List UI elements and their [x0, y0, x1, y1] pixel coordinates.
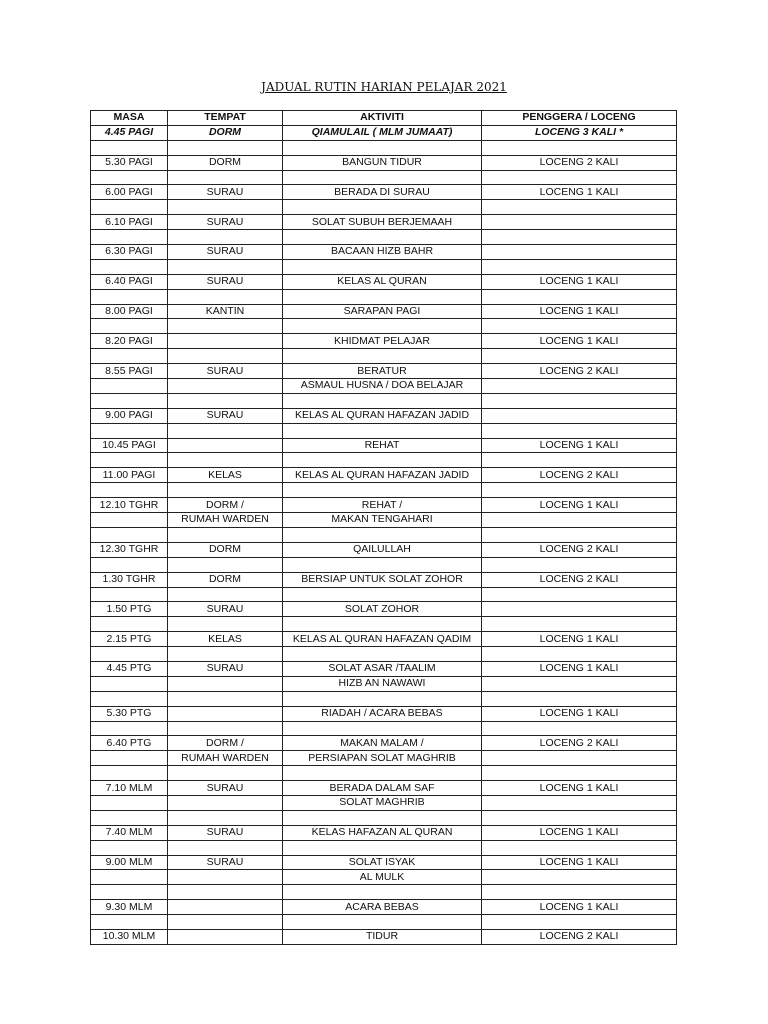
cell-aktiviti: KELAS AL QURAN HAFAZAN QADIM [283, 632, 482, 647]
table-row [91, 885, 677, 900]
cell-masa: 4.45 PAGI [91, 125, 168, 140]
cell-penggera: LOCENG 1 KALI [482, 706, 677, 721]
cell-aktiviti: RIADAH / ACARA BEBAS [283, 706, 482, 721]
cell-tempat [168, 423, 283, 438]
table-row [91, 468, 677, 483]
table-row [91, 542, 677, 557]
cell-masa: 8.20 PAGI [91, 334, 168, 349]
cell-aktiviti: SOLAT MAGHRIB [283, 795, 482, 810]
table-row [91, 274, 677, 289]
cell-aktiviti: MAKAN TENGAHARI [283, 513, 482, 528]
cell-tempat [168, 557, 283, 572]
cell-penggera [482, 319, 677, 334]
cell-penggera [482, 617, 677, 632]
cell-tempat [168, 170, 283, 185]
cell-aktiviti: BERSIAP UNTUK SOLAT ZOHOR [283, 572, 482, 587]
cell-aktiviti: KELAS AL QURAN [283, 274, 482, 289]
table-row [91, 155, 677, 170]
cell-masa [91, 483, 168, 498]
cell-aktiviti: QIAMULAIL ( MLM JUMAAT) [283, 125, 482, 140]
cell-tempat: DORM [168, 572, 283, 587]
cell-masa [91, 721, 168, 736]
cell-penggera: LOCENG 1 KALI [482, 185, 677, 200]
cell-penggera [482, 915, 677, 930]
cell-penggera [482, 840, 677, 855]
cell-tempat [168, 766, 283, 781]
header-tempat: TEMPAT [168, 111, 283, 126]
cell-tempat [168, 885, 283, 900]
cell-tempat: SURAU [168, 602, 283, 617]
table-row [91, 200, 677, 215]
table-row [91, 557, 677, 572]
cell-penggera [482, 513, 677, 528]
cell-masa: 12.30 TGHR [91, 542, 168, 557]
table-row [91, 289, 677, 304]
cell-penggera [482, 349, 677, 364]
cell-penggera: LOCENG 2 KALI [482, 736, 677, 751]
cell-masa [91, 751, 168, 766]
cell-tempat [168, 230, 283, 245]
cell-penggera: LOCENG 3 KALI * [482, 125, 677, 140]
cell-masa [91, 527, 168, 542]
cell-masa [91, 870, 168, 885]
cell-masa [91, 170, 168, 185]
table-row [91, 349, 677, 364]
page-title: JADUAL RUTIN HARIAN PELAJAR 2021 [261, 80, 507, 94]
cell-tempat: KELAS [168, 632, 283, 647]
cell-aktiviti: PERSIAPAN SOLAT MAGHRIB [283, 751, 482, 766]
first-row [91, 125, 677, 140]
cell-penggera [482, 423, 677, 438]
cell-aktiviti [283, 840, 482, 855]
cell-penggera [482, 483, 677, 498]
cell-tempat: SURAU [168, 215, 283, 230]
cell-penggera [482, 766, 677, 781]
cell-tempat: RUMAH WARDEN [168, 513, 283, 528]
cell-penggera: LOCENG 1 KALI [482, 498, 677, 513]
header-penggera: PENGGERA / LOCENG [482, 111, 677, 126]
cell-masa [91, 617, 168, 632]
table-row [91, 900, 677, 915]
cell-tempat [168, 691, 283, 706]
cell-tempat [168, 334, 283, 349]
cell-masa [91, 676, 168, 691]
cell-penggera: LOCENG 1 KALI [482, 900, 677, 915]
cell-aktiviti: TIDUR [283, 929, 482, 944]
cell-penggera: LOCENG 1 KALI [482, 781, 677, 796]
table-row [91, 379, 677, 394]
cell-tempat: SURAU [168, 185, 283, 200]
cell-tempat [168, 721, 283, 736]
cell-penggera: LOCENG 2 KALI [482, 364, 677, 379]
cell-masa: 10.30 MLM [91, 929, 168, 944]
cell-penggera [482, 200, 677, 215]
cell-tempat: RUMAH WARDEN [168, 751, 283, 766]
cell-aktiviti [283, 691, 482, 706]
cell-tempat [168, 438, 283, 453]
table-row [91, 185, 677, 200]
cell-tempat: DORM [168, 155, 283, 170]
cell-masa [91, 349, 168, 364]
cell-masa [91, 557, 168, 572]
cell-penggera: LOCENG 1 KALI [482, 661, 677, 676]
cell-tempat: KELAS [168, 468, 283, 483]
cell-aktiviti: REHAT [283, 438, 482, 453]
cell-aktiviti [283, 915, 482, 930]
cell-penggera [482, 527, 677, 542]
table-row [91, 602, 677, 617]
cell-penggera: LOCENG 1 KALI [482, 632, 677, 647]
cell-tempat: SURAU [168, 364, 283, 379]
cell-aktiviti [283, 766, 482, 781]
cell-aktiviti: SARAPAN PAGI [283, 304, 482, 319]
table-row [91, 840, 677, 855]
cell-masa: 6.30 PAGI [91, 245, 168, 260]
cell-aktiviti: SOLAT SUBUH BERJEMAAH [283, 215, 482, 230]
table-row [91, 632, 677, 647]
cell-tempat: SURAU [168, 408, 283, 423]
cell-penggera [482, 810, 677, 825]
cell-masa [91, 840, 168, 855]
table-row [91, 736, 677, 751]
cell-aktiviti: AL MULK [283, 870, 482, 885]
cell-penggera [482, 795, 677, 810]
cell-aktiviti: BERADA DI SURAU [283, 185, 482, 200]
table-row [91, 721, 677, 736]
cell-penggera: LOCENG 1 KALI [482, 438, 677, 453]
cell-masa: 8.55 PAGI [91, 364, 168, 379]
cell-tempat [168, 795, 283, 810]
cell-aktiviti [283, 885, 482, 900]
cell-aktiviti: SOLAT ZOHOR [283, 602, 482, 617]
cell-penggera [482, 393, 677, 408]
table-row [91, 245, 677, 260]
cell-aktiviti: KHIDMAT PELAJAR [283, 334, 482, 349]
table-row [91, 170, 677, 185]
cell-penggera [482, 170, 677, 185]
cell-masa [91, 766, 168, 781]
cell-tempat [168, 289, 283, 304]
table-row [91, 587, 677, 602]
table-row [91, 140, 677, 155]
cell-tempat [168, 200, 283, 215]
cell-tempat [168, 259, 283, 274]
cell-tempat [168, 929, 283, 944]
table-row [91, 438, 677, 453]
cell-masa [91, 393, 168, 408]
cell-masa: 1.50 PTG [91, 602, 168, 617]
cell-aktiviti [283, 349, 482, 364]
cell-aktiviti [283, 587, 482, 602]
cell-penggera [482, 408, 677, 423]
cell-masa [91, 647, 168, 662]
cell-penggera [482, 379, 677, 394]
cell-masa: 12.10 TGHR [91, 498, 168, 513]
cell-penggera [482, 602, 677, 617]
cell-masa [91, 200, 168, 215]
cell-aktiviti: KELAS AL QURAN HAFAZAN JADID [283, 468, 482, 483]
cell-penggera [482, 751, 677, 766]
cell-tempat [168, 453, 283, 468]
cell-tempat [168, 900, 283, 915]
cell-masa: 5.30 PTG [91, 706, 168, 721]
table-row [91, 453, 677, 468]
cell-penggera [482, 215, 677, 230]
table-row [91, 676, 677, 691]
cell-penggera: LOCENG 1 KALI [482, 274, 677, 289]
cell-aktiviti [283, 393, 482, 408]
header-aktiviti: AKTIVITI [283, 111, 482, 126]
cell-masa [91, 795, 168, 810]
cell-penggera [482, 259, 677, 274]
cell-penggera: LOCENG 1 KALI [482, 304, 677, 319]
cell-masa: 8.00 PAGI [91, 304, 168, 319]
header-row [91, 111, 677, 126]
cell-masa: 1.30 TGHR [91, 572, 168, 587]
cell-tempat [168, 840, 283, 855]
cell-tempat [168, 140, 283, 155]
cell-tempat: SURAU [168, 855, 283, 870]
cell-masa [91, 915, 168, 930]
table-row [91, 527, 677, 542]
cell-tempat [168, 319, 283, 334]
cell-aktiviti [283, 170, 482, 185]
cell-aktiviti [283, 289, 482, 304]
cell-tempat [168, 527, 283, 542]
cell-aktiviti [283, 810, 482, 825]
cell-aktiviti [283, 483, 482, 498]
cell-aktiviti: BANGUN TIDUR [283, 155, 482, 170]
cell-tempat [168, 393, 283, 408]
cell-tempat: DORM / [168, 736, 283, 751]
cell-tempat [168, 676, 283, 691]
cell-penggera: LOCENG 2 KALI [482, 929, 677, 944]
table-row [91, 334, 677, 349]
table-row [91, 706, 677, 721]
cell-penggera: LOCENG 2 KALI [482, 155, 677, 170]
cell-penggera [482, 587, 677, 602]
cell-masa [91, 513, 168, 528]
table-row [91, 855, 677, 870]
cell-masa [91, 453, 168, 468]
cell-aktiviti [283, 200, 482, 215]
cell-penggera [482, 676, 677, 691]
cell-aktiviti [283, 721, 482, 736]
cell-tempat [168, 587, 283, 602]
cell-masa: 11.00 PAGI [91, 468, 168, 483]
cell-aktiviti: SOLAT ISYAK [283, 855, 482, 870]
cell-tempat: KANTIN [168, 304, 283, 319]
table-row [91, 647, 677, 662]
cell-tempat [168, 810, 283, 825]
cell-aktiviti [283, 230, 482, 245]
cell-masa: 4.45 PTG [91, 661, 168, 676]
cell-tempat: SURAU [168, 274, 283, 289]
cell-tempat [168, 483, 283, 498]
table-row [91, 259, 677, 274]
table-row [91, 929, 677, 944]
cell-masa: 7.10 MLM [91, 781, 168, 796]
cell-aktiviti: KELAS HAFAZAN AL QURAN [283, 825, 482, 840]
cell-aktiviti: ACARA BEBAS [283, 900, 482, 915]
cell-aktiviti [283, 259, 482, 274]
cell-aktiviti [283, 527, 482, 542]
cell-aktiviti [283, 140, 482, 155]
table-row [91, 781, 677, 796]
cell-penggera [482, 557, 677, 572]
table-row [91, 215, 677, 230]
cell-penggera [482, 691, 677, 706]
cell-masa: 6.40 PTG [91, 736, 168, 751]
cell-aktiviti [283, 423, 482, 438]
cell-tempat: SURAU [168, 245, 283, 260]
cell-penggera: LOCENG 1 KALI [482, 855, 677, 870]
cell-masa [91, 423, 168, 438]
cell-penggera [482, 289, 677, 304]
cell-masa [91, 319, 168, 334]
cell-masa: 6.10 PAGI [91, 215, 168, 230]
table-row [91, 230, 677, 245]
table-row [91, 825, 677, 840]
cell-masa [91, 810, 168, 825]
cell-masa: 5.30 PAGI [91, 155, 168, 170]
table-row [91, 304, 677, 319]
table-row [91, 364, 677, 379]
cell-tempat: SURAU [168, 661, 283, 676]
table-row [91, 393, 677, 408]
cell-penggera [482, 870, 677, 885]
cell-masa [91, 230, 168, 245]
cell-masa: 6.00 PAGI [91, 185, 168, 200]
cell-masa: 2.15 PTG [91, 632, 168, 647]
table-row [91, 810, 677, 825]
cell-masa: 10.45 PAGI [91, 438, 168, 453]
schedule-body [91, 140, 677, 944]
cell-masa: 7.40 MLM [91, 825, 168, 840]
table-row [91, 870, 677, 885]
cell-masa [91, 259, 168, 274]
cell-aktiviti: ASMAUL HUSNA / DOA BELAJAR [283, 379, 482, 394]
cell-aktiviti [283, 557, 482, 572]
cell-tempat: DORM [168, 125, 283, 140]
cell-tempat [168, 915, 283, 930]
cell-penggera [482, 721, 677, 736]
table-row [91, 795, 677, 810]
table-row [91, 691, 677, 706]
cell-tempat [168, 870, 283, 885]
cell-aktiviti: BERADA DALAM SAF [283, 781, 482, 796]
cell-penggera [482, 245, 677, 260]
cell-penggera [482, 230, 677, 245]
cell-aktiviti: BERATUR [283, 364, 482, 379]
cell-aktiviti: HIZB AN NAWAWI [283, 676, 482, 691]
cell-masa [91, 379, 168, 394]
cell-masa [91, 885, 168, 900]
cell-masa: 9.30 MLM [91, 900, 168, 915]
cell-tempat [168, 379, 283, 394]
header-masa: MASA [91, 111, 168, 126]
table-row [91, 408, 677, 423]
cell-penggera: LOCENG 1 KALI [482, 334, 677, 349]
cell-penggera [482, 453, 677, 468]
cell-aktiviti: KELAS AL QURAN HAFAZAN JADID [283, 408, 482, 423]
cell-aktiviti: BACAAN HIZB BAHR [283, 245, 482, 260]
cell-tempat [168, 706, 283, 721]
cell-tempat [168, 617, 283, 632]
cell-masa [91, 587, 168, 602]
cell-tempat: SURAU [168, 825, 283, 840]
table-row [91, 319, 677, 334]
cell-aktiviti: MAKAN MALAM / [283, 736, 482, 751]
cell-tempat [168, 647, 283, 662]
cell-masa: 9.00 MLM [91, 855, 168, 870]
table-row [91, 423, 677, 438]
table-row [91, 572, 677, 587]
cell-penggera: LOCENG 2 KALI [482, 468, 677, 483]
cell-aktiviti [283, 319, 482, 334]
cell-aktiviti: REHAT / [283, 498, 482, 513]
cell-aktiviti [283, 453, 482, 468]
cell-penggera: LOCENG 2 KALI [482, 572, 677, 587]
table-row [91, 915, 677, 930]
table-row [91, 766, 677, 781]
cell-masa [91, 289, 168, 304]
cell-aktiviti: QAILULLAH [283, 542, 482, 557]
cell-tempat: SURAU [168, 781, 283, 796]
cell-aktiviti [283, 647, 482, 662]
cell-penggera [482, 647, 677, 662]
cell-penggera: LOCENG 1 KALI [482, 825, 677, 840]
cell-masa [91, 140, 168, 155]
cell-aktiviti: SOLAT ASAR /TAALIM [283, 661, 482, 676]
cell-masa: 9.00 PAGI [91, 408, 168, 423]
cell-tempat [168, 349, 283, 364]
cell-masa [91, 691, 168, 706]
table-row [91, 483, 677, 498]
cell-penggera [482, 140, 677, 155]
cell-penggera: LOCENG 2 KALI [482, 542, 677, 557]
cell-tempat: DORM [168, 542, 283, 557]
table-row [91, 617, 677, 632]
cell-penggera [482, 885, 677, 900]
cell-masa: 6.40 PAGI [91, 274, 168, 289]
table-row [91, 751, 677, 766]
schedule-table [90, 110, 677, 945]
cell-aktiviti [283, 617, 482, 632]
table-row [91, 661, 677, 676]
table-row [91, 513, 677, 528]
table-row [91, 498, 677, 513]
cell-tempat: DORM / [168, 498, 283, 513]
